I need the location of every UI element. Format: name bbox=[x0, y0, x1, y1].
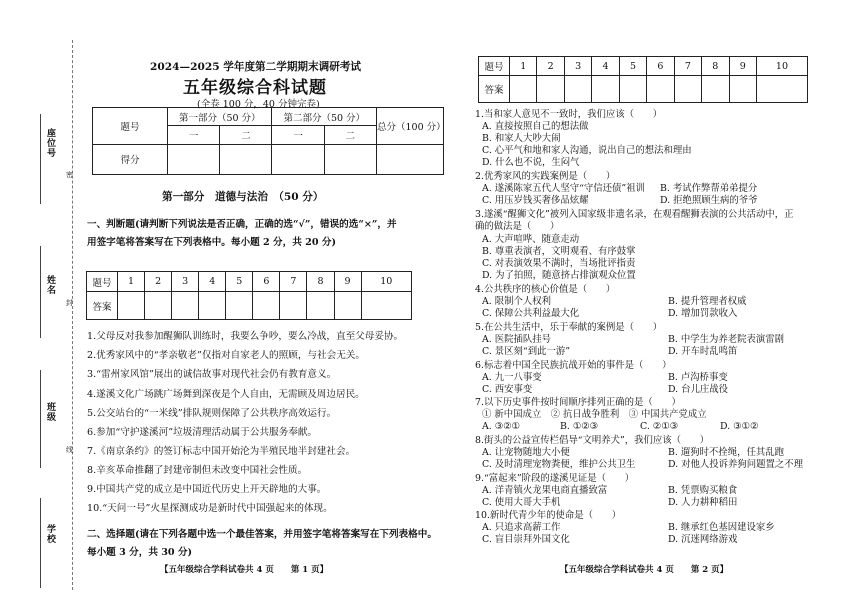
mc-option: A. 洋青镇火龙果电商直播致富 bbox=[482, 485, 608, 496]
mc-option: D. 沉迷网络游戏 bbox=[668, 534, 738, 545]
judgement-question: 8.辛亥革命推翻了封建帝制但未改变中国社会性质。 bbox=[87, 465, 308, 476]
mc-question-stem: 2.优秀家风的实践案例是（ ） bbox=[475, 171, 616, 182]
section1-instruction: 用签字笔将答案写在下列表格中。每小题 2 分，共 20 分) bbox=[87, 237, 336, 248]
score-cell[interactable] bbox=[272, 144, 324, 174]
mc-option: D. 什么也不说，生闷气 bbox=[482, 157, 580, 168]
school-field[interactable] bbox=[40, 498, 42, 588]
mc-option: C. 使用大哥大手机 bbox=[482, 497, 561, 508]
judgement-question: 5.公交站台的“一米线”排队规则保障了公共秩序高效运行。 bbox=[87, 408, 337, 419]
mc-events: ① 新中国成立 ② 抗日战争胜利 ③ 中国共产党成立 bbox=[482, 409, 707, 420]
mc-option: A. 九一八事变 bbox=[482, 372, 542, 383]
mc-option: B. 和家人大吵大闹 bbox=[482, 133, 561, 144]
grid-header: 9 bbox=[334, 272, 361, 292]
mc-option: C. 盲目崇拜外国文化 bbox=[482, 534, 570, 545]
mc-option: B. 尊重表演者，文明观看、有序鼓掌 bbox=[482, 246, 636, 257]
seal-marker: 封 bbox=[66, 299, 73, 307]
judgement-question: 7.《南京条约》的签订标志中国开始沦为半殖民地半封建社会。 bbox=[87, 446, 356, 457]
mc-option: A. 限制个人权利 bbox=[482, 296, 551, 307]
grid-row-label: 答案 bbox=[479, 76, 510, 103]
mc-option: A. 遂溪陈家五代人坚守“守信还债”祖训 bbox=[482, 183, 645, 194]
mc-option: D. 开车时乱鸣笛 bbox=[668, 346, 738, 357]
name-label: 姓名 bbox=[45, 275, 55, 295]
mc-option: B. 提升管理者权威 bbox=[668, 296, 747, 307]
score-cell[interactable] bbox=[220, 144, 272, 174]
score-table-subheader: 二 bbox=[220, 126, 272, 144]
grid-header: 题号 bbox=[479, 57, 510, 76]
answer-cell[interactable] bbox=[674, 76, 701, 103]
mc-option: D. 增加罚款收入 bbox=[668, 308, 738, 319]
grid-header: 3 bbox=[172, 272, 199, 292]
mc-question-stem: 确的做法是（ ） bbox=[475, 221, 560, 232]
answer-cell[interactable] bbox=[619, 76, 646, 103]
seal-marker: 线 bbox=[66, 446, 73, 454]
mc-option: B. 凭票购买粮食 bbox=[668, 485, 738, 496]
mc-option: B. 继承红色基因建设家乡 bbox=[668, 522, 775, 533]
grid-header: 7 bbox=[280, 272, 307, 292]
judgement-question: 10.“天问一号”火星探测成功是新时代中国强起来的体现。 bbox=[87, 503, 333, 514]
judgement-question: 4.遂溪文化广场跳广场舞到深夜是个人自由，无需顾及周边居民。 bbox=[87, 389, 365, 400]
grid-header: 题号 bbox=[87, 272, 118, 292]
mc-option: A. 医院插队挂号 bbox=[482, 334, 551, 345]
binding-line bbox=[72, 40, 73, 590]
grid-header: 5 bbox=[619, 57, 646, 76]
answer-cell[interactable] bbox=[334, 292, 361, 320]
mc-question-stem: 7.以下历史事件按时间顺序排列正确的是（ ） bbox=[475, 397, 681, 408]
mc-question-stem: 1.当和家人意见不一致时，我们应该（ ） bbox=[475, 109, 663, 120]
class-field[interactable] bbox=[40, 370, 42, 468]
exam-subtitle: (全卷 100 分，40 分钟完卷) bbox=[197, 99, 320, 110]
grid-header: 6 bbox=[647, 57, 674, 76]
answer-cell[interactable] bbox=[253, 292, 280, 320]
answer-grid-choice bbox=[478, 56, 808, 103]
answer-cell[interactable] bbox=[199, 292, 226, 320]
score-table-header: 第二部分（50 分） bbox=[272, 108, 377, 126]
answer-cell[interactable] bbox=[537, 76, 564, 103]
page-title: 五年级综合科试题 bbox=[183, 78, 327, 98]
section2-instruction: 二、选择题(请在下列各题中选一个最佳答案，并用签字笔将答案写在下列表格中。 bbox=[87, 529, 437, 540]
grid-row-label: 答案 bbox=[87, 292, 118, 320]
grid-header: 6 bbox=[253, 272, 280, 292]
grid-header: 1 bbox=[118, 272, 145, 292]
answer-cell[interactable] bbox=[118, 292, 145, 320]
seat-number-field[interactable] bbox=[40, 114, 42, 204]
grid-header: 9 bbox=[729, 57, 756, 76]
grid-header: 2 bbox=[145, 272, 172, 292]
mc-question-stem: 8.街头的公益宣传栏倡导“文明养犬”，我们应该（ ） bbox=[475, 435, 710, 446]
score-cell[interactable] bbox=[168, 144, 220, 174]
answer-grid-judgement bbox=[86, 271, 412, 320]
mc-question-stem: 5.在公共生活中，乐于奉献的案例是（ ） bbox=[475, 322, 663, 333]
answer-cell[interactable] bbox=[756, 76, 807, 103]
mc-option: C. 景区刻“到此一游” bbox=[482, 346, 571, 357]
mc-option: C. ②①③ bbox=[640, 421, 679, 432]
answer-cell[interactable] bbox=[145, 292, 172, 320]
grid-header: 2 bbox=[537, 57, 564, 76]
seal-marker: 密 bbox=[66, 171, 73, 179]
score-table-header: 题号 bbox=[93, 108, 168, 145]
mc-option: C. 及时清理宠物粪便，维护公共卫生 bbox=[482, 459, 636, 470]
class-label: 班级 bbox=[45, 402, 55, 422]
score-row-label: 得分 bbox=[93, 144, 168, 174]
answer-cell[interactable] bbox=[226, 292, 253, 320]
mc-question-stem: 10.新时代青少年的使命是（ ） bbox=[475, 510, 622, 521]
answer-cell[interactable] bbox=[307, 292, 334, 320]
score-table-header: 第一部分（50 分） bbox=[168, 108, 272, 126]
answer-cell[interactable] bbox=[361, 292, 411, 320]
answer-cell[interactable] bbox=[510, 76, 537, 103]
judgement-question: 3.“雷州家风馆”展出的诚信故事对现代社会仍有教育意义。 bbox=[87, 369, 337, 380]
answer-cell[interactable] bbox=[564, 76, 591, 103]
grid-header: 7 bbox=[674, 57, 701, 76]
grid-header: 8 bbox=[307, 272, 334, 292]
page-footer: 【五年级综合学科试卷共 4 页 第 1 页】 bbox=[160, 565, 329, 575]
judgement-question: 1.父母反对我参加醒狮队训练时，我要么争吵，要么冷战，直至父母妥协。 bbox=[87, 331, 404, 342]
grid-header: 3 bbox=[564, 57, 591, 76]
mc-option: B. 中学生为养老院表演雷剧 bbox=[668, 334, 784, 345]
mc-option: C. 西安事变 bbox=[482, 384, 533, 395]
mc-option: C. 心平气和地和家人沟通，说出自己的想法和理由 bbox=[482, 145, 692, 156]
grid-header: 8 bbox=[702, 57, 729, 76]
score-table-subheader: 二 bbox=[324, 126, 376, 144]
mc-question-stem: 3.遂溪“醒狮文化”被列入国家级非遗名录，在观看醒狮表演的公共活动中，正 bbox=[475, 209, 794, 220]
section2-instruction: 每小题 3 分，共 30 分) bbox=[87, 547, 193, 558]
exam-name: 2024—2025 学年度第二学期期末调研考试 bbox=[150, 61, 361, 73]
mc-option: D. 拒绝照顾生病的爷爷 bbox=[660, 195, 758, 206]
seat-number-label: 座位号 bbox=[45, 128, 55, 158]
mc-question-stem: 9.“富起来”阶段的遂溪见证是（ ） bbox=[475, 473, 635, 484]
mc-option: B. 卢沟桥事变 bbox=[668, 372, 728, 383]
answer-cell[interactable] bbox=[647, 76, 674, 103]
mc-option: A. 直接按照自己的想法做 bbox=[482, 121, 589, 132]
school-label: 学校 bbox=[45, 524, 55, 544]
score-table-subheader: 一 bbox=[168, 126, 220, 144]
judgement-question: 6.参加“守护遂溪河”垃圾清理活动属于公共服务奉献。 bbox=[87, 427, 318, 438]
section1-instruction: 一、判断题(请判断下列说法是否正确，正确的选“√”，错误的选“×”，并 bbox=[87, 219, 397, 230]
mc-option: D. 对他人投诉养狗问题置之不理 bbox=[668, 459, 804, 470]
grid-header: 4 bbox=[592, 57, 619, 76]
mc-option: C. 保障公共利益最大化 bbox=[482, 308, 580, 319]
mc-option: A. ③②① bbox=[482, 421, 520, 432]
mc-question-stem: 4.公共秩序的核心价值是（ ） bbox=[475, 284, 616, 295]
answer-cell[interactable] bbox=[729, 76, 756, 103]
answer-cell[interactable] bbox=[280, 292, 307, 320]
mc-option: D. ③①② bbox=[720, 421, 759, 432]
part1-heading: 第一部分 道德与法治 （50 分） bbox=[162, 191, 324, 203]
judgement-question: 2.优秀家风中的“孝亲敬老”仅指对自家老人的照顾，与社会无关。 bbox=[87, 350, 365, 361]
mc-question-stem: 6.标志着中国全民族抗战开始的事件是（ ） bbox=[475, 360, 672, 371]
mc-option: C. 用压岁钱买奢侈品炫耀 bbox=[482, 195, 589, 206]
page-footer: 【五年级综合学科试卷共 4 页 第 2 页】 bbox=[560, 565, 729, 575]
answer-cell[interactable] bbox=[592, 76, 619, 103]
score-table bbox=[92, 107, 444, 175]
score-cell[interactable] bbox=[324, 144, 376, 174]
mc-option: B. ①②③ bbox=[560, 421, 599, 432]
mc-option: D. 为了拍照，随意挤占排演观众位置 bbox=[482, 270, 636, 281]
score-table-subheader: 一 bbox=[272, 126, 324, 144]
mc-option: A. 大声喧哗、随意走动 bbox=[482, 234, 580, 245]
mc-option: B. 遛狗时不拴绳，任其乱跑 bbox=[668, 447, 784, 458]
score-table-header: 总分（100 分） bbox=[377, 108, 444, 145]
grid-header: 10 bbox=[361, 272, 411, 292]
grid-header: 1 bbox=[510, 57, 537, 76]
name-field[interactable] bbox=[40, 246, 42, 338]
mc-option: A. 只追求高薪工作 bbox=[482, 522, 561, 533]
grid-header: 10 bbox=[756, 57, 807, 76]
judgement-question: 9.中国共产党的成立是中国近代历史上开天辟地的大事。 bbox=[87, 484, 327, 495]
mc-option: B. 考试作弊帮弟弟提分 bbox=[660, 183, 758, 194]
mc-option: A. 让宠物随地大小便 bbox=[482, 447, 570, 458]
answer-cell[interactable] bbox=[172, 292, 199, 320]
mc-option: C. 对表演效果不满时，当场批评指责 bbox=[482, 258, 636, 269]
grid-header: 4 bbox=[199, 272, 226, 292]
mc-option: D. 人力耕种稻田 bbox=[668, 497, 738, 508]
mc-option: D. 台儿庄战役 bbox=[668, 384, 729, 395]
score-cell[interactable] bbox=[377, 144, 444, 174]
grid-header: 5 bbox=[226, 272, 253, 292]
answer-cell[interactable] bbox=[702, 76, 729, 103]
